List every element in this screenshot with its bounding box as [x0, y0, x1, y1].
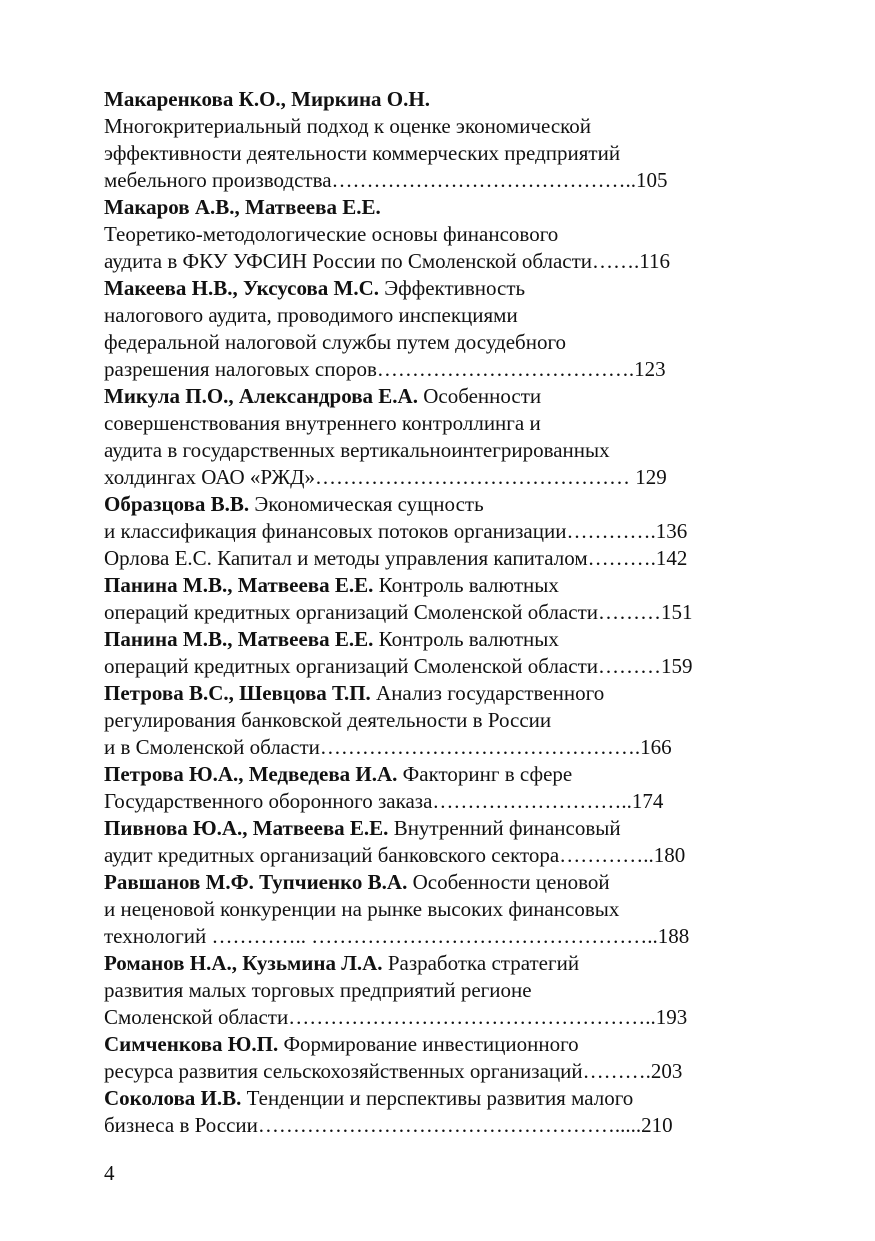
- toc-line: [104, 275, 804, 302]
- toc-line: холдингах ОАО «РЖД»……………………………………… 129: [104, 465, 667, 489]
- toc-entry-text: Факторинг в сфере: [397, 762, 573, 786]
- toc-entry-text: Внутренний финансовый: [388, 816, 621, 840]
- toc-line: [104, 869, 804, 896]
- toc-line: мебельного производства……………………………………..105: [104, 168, 668, 192]
- toc-entry-text: Тенденции и перспективы развития малого: [241, 1086, 634, 1110]
- toc-entry-text: Контроль валютных: [373, 573, 559, 597]
- toc-entry-authors: Макаренкова К.О., Миркина О.Н.: [104, 87, 430, 111]
- toc-line: эффективности деятельности коммерческих предприятий: [104, 141, 621, 165]
- toc-line: Смоленской области……………………………………………..193: [104, 1005, 688, 1029]
- toc-entry-text: Особенности ценовой: [407, 870, 610, 894]
- toc-line: Теоретико-методологические основы финансового: [104, 222, 559, 246]
- toc-line: регулирования банковской деятельности в России: [104, 708, 552, 732]
- page-number: 4: [104, 1161, 115, 1185]
- toc-entry-text: Эффективность: [379, 276, 526, 300]
- toc-line: и классификация финансовых потоков организации………….136: [104, 519, 688, 543]
- toc-line: федеральной налоговой службы путем досудебного: [104, 330, 567, 354]
- toc-entry-authors: Равшанов М.Ф. Тупчиенко В.А.: [104, 870, 408, 894]
- toc-entry-authors: Образцова В.В.: [104, 492, 250, 516]
- toc-line: [104, 383, 804, 410]
- toc-entry-text: Анализ государственного: [370, 681, 605, 705]
- toc-entry-text: Разработка стратегий: [382, 951, 580, 975]
- toc-line: [104, 572, 804, 599]
- table-of-contents: [104, 86, 804, 1139]
- toc-line: технологий ………….. …………………………………………..188: [104, 924, 690, 948]
- toc-entry-authors: Романов Н.А., Кузьмина Л.А.: [104, 951, 383, 975]
- toc-entry-text: Контроль валютных: [373, 627, 559, 651]
- toc-line: Государственного оборонного заказа………………………..174: [104, 789, 664, 813]
- toc-entry-authors: Симченкова Ю.П.: [104, 1032, 279, 1056]
- toc-entry-authors: Панина М.В., Матвеева Е.Е.: [104, 627, 374, 651]
- toc-entry-authors: Макаров А.В., Матвеева Е.Е.: [104, 195, 381, 219]
- toc-line: [104, 680, 804, 707]
- toc-line: операций кредитных организаций Смоленской области………159: [104, 654, 693, 678]
- toc-entry-authors: Пивнова Ю.А., Матвеева Е.Е.: [104, 816, 389, 840]
- toc-entry-text: Экономическая сущность: [249, 492, 484, 516]
- toc-line: [104, 1085, 804, 1112]
- toc-line: развития малых торговых предприятий регионе: [104, 978, 532, 1002]
- toc-line: [104, 194, 804, 221]
- toc-entry-authors: Макеева Н.В., Уксусова М.С.: [104, 276, 380, 300]
- toc-line: операций кредитных организаций Смоленской области………151: [104, 600, 693, 624]
- toc-line: разрешения налоговых споров……………………………….123: [104, 357, 666, 381]
- toc-line: аудита в государственных вертикальноинтегрированных: [104, 438, 610, 462]
- toc-entry-text: Формирование инвестиционного: [278, 1032, 579, 1056]
- toc-line: и в Смоленской области……………………………………….166: [104, 735, 672, 759]
- toc-entry-authors: Микула П.О., Александрова Е.А.: [104, 384, 418, 408]
- toc-line: совершенствования внутреннего контроллинга и: [104, 411, 541, 435]
- toc-line: аудита в ФКУ УФСИН России по Смоленской области…….116: [104, 249, 671, 273]
- toc-entry-text: Особенности: [417, 384, 542, 408]
- toc-line: [104, 626, 804, 653]
- toc-line: [104, 950, 804, 977]
- toc-line: ресурса развития сельскохозяйственных организаций……….203: [104, 1059, 683, 1083]
- toc-line: [104, 761, 804, 788]
- toc-line: [104, 491, 804, 518]
- toc-entry-authors: Панина М.В., Матвеева Е.Е.: [104, 573, 374, 597]
- toc-line: Многокритериальный подход к оценке экономической: [104, 114, 592, 138]
- toc-line: и неценовой конкуренции на рынке высоких финансовых: [104, 897, 620, 921]
- toc-entry-authors: Соколова И.В.: [104, 1086, 242, 1110]
- toc-line: аудит кредитных организаций банковского сектора…………..180: [104, 843, 686, 867]
- toc-line: [104, 815, 804, 842]
- toc-line: Орлова Е.С. Капитал и методы управления капиталом……….142: [104, 546, 688, 570]
- toc-line: бизнеса в России…………………………………………….....210: [104, 1113, 673, 1137]
- toc-line: налогового аудита, проводимого инспекциями: [104, 303, 518, 327]
- toc-line: [104, 1031, 804, 1058]
- toc-entry-authors: Петрова В.С., Шевцова Т.П.: [104, 681, 371, 705]
- toc-entry-authors: Петрова Ю.А., Медведева И.А.: [104, 762, 398, 786]
- toc-line: [104, 86, 804, 113]
